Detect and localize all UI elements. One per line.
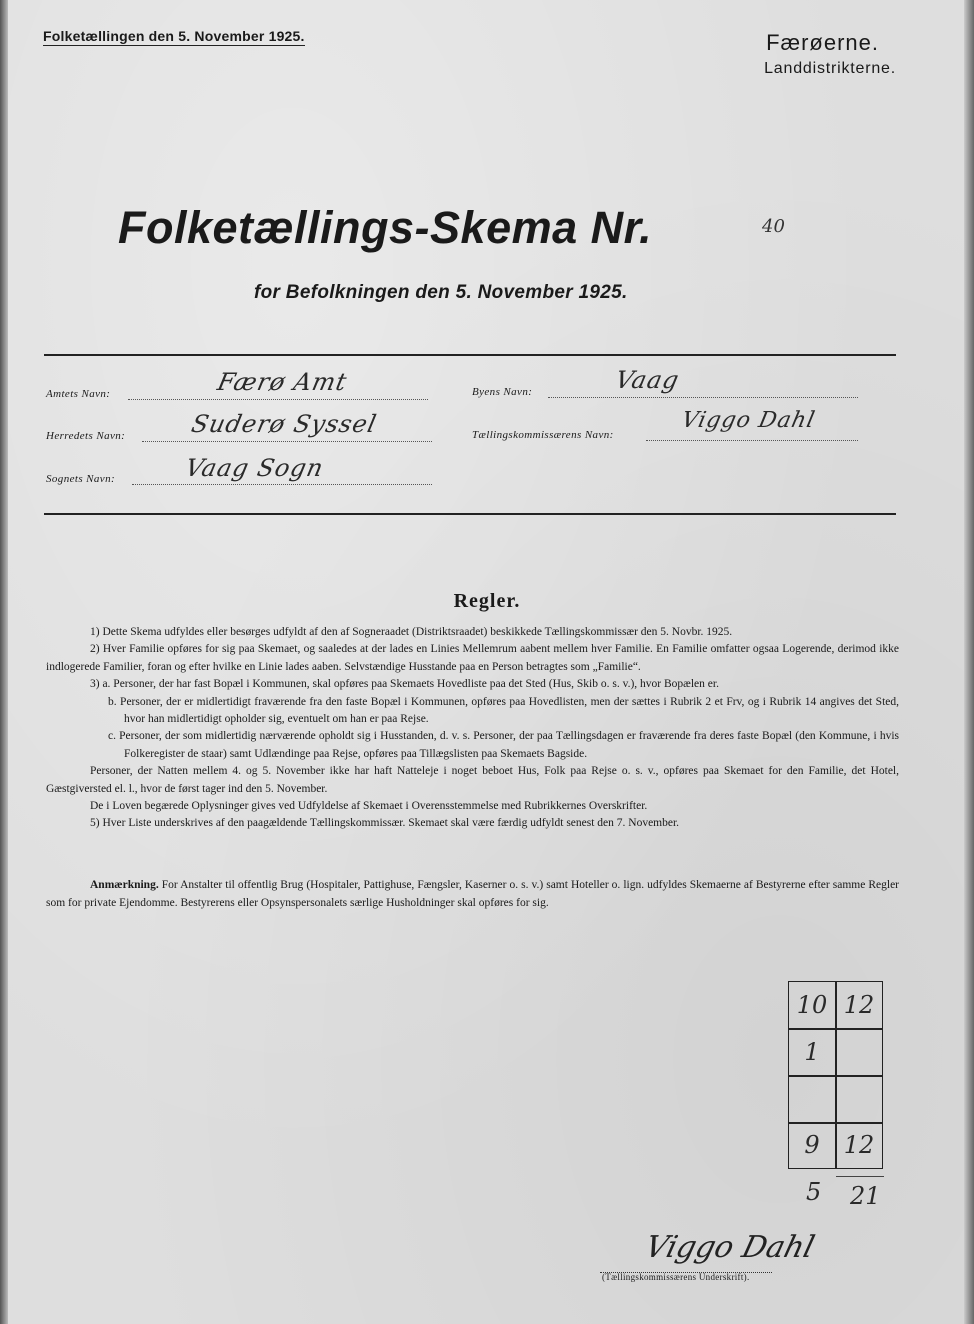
region-header: Færøerne. bbox=[766, 30, 879, 55]
form-title: Folketællings-Skema Nr. bbox=[118, 202, 653, 253]
rules-heading: Regler. bbox=[453, 590, 521, 612]
tally-cell bbox=[836, 1076, 882, 1122]
sogn-line bbox=[132, 484, 432, 485]
rules-text bbox=[46, 624, 899, 833]
kommissaer-value: Viggo Dahl bbox=[679, 408, 818, 433]
rule-3b: b. Personer, der er midlertidigt fraværende fra den faste Bopæl i Kommunen, opføres paa Hovedlisten, men der sættes i Rubrik 2 et Frv, og i Rubrik 14 angives det Sted, hvor han midlertidigt opholder sig, eventuelt om han er paa Rejse. bbox=[108, 695, 899, 726]
district-header: Landdistrikterne. bbox=[764, 60, 896, 77]
herred-label: Herredets Navn: bbox=[46, 430, 126, 442]
tally-cell: 12 bbox=[843, 1131, 875, 1159]
remark-label: Anmærkning. bbox=[90, 879, 159, 891]
tally-cell bbox=[836, 1029, 882, 1075]
sogn-label: Sognets Navn: bbox=[46, 473, 116, 485]
rule-1: 1) Dette Skema udfyldes eller besørges udfyldt af den af Sogneraadet (Distriktsraadet) beskikkede Tællingskommissær den 5. Novbr. 1925. bbox=[90, 626, 733, 638]
tally-cell bbox=[789, 1076, 835, 1122]
page-edge-left bbox=[0, 0, 8, 1324]
rule-3d: Personer, der Natten mellem 4. og 5. November ikke har haft Natteleje i noget beboet Hus, Folk paa Rejse o. s. v., opføres paa Skemaet for den Familie, det Hotel, Gæstgiversted el. l., hvor de først tager ind den 5. November. bbox=[46, 765, 899, 795]
form-subtitle: for Befolkningen den 5. November 1925. bbox=[254, 282, 628, 303]
commissioner-signature: Viggo Dahl bbox=[641, 1230, 818, 1265]
by-line bbox=[548, 397, 858, 398]
tally-cell: 12 bbox=[843, 991, 875, 1019]
rule-4: De i Loven begærede Oplysninger gives ved Udfyldelse af Skemaet i Overensstemmelse med Rubrikkernes Overskrifter. bbox=[90, 800, 648, 813]
rule-5: 5) Hver Liste underskrives af den paagældende Tællingskommissær. Skemaet skal være færdig udfyldt senest den 7. November. bbox=[90, 817, 680, 830]
amt-value: Færø Amt bbox=[215, 368, 350, 396]
tally-total-left: 5 bbox=[806, 1178, 822, 1206]
remark-text: For Anstalter til offentlig Brug (Hospitaler, Pattighuse, Fængsler, Kaserner o. s. v.) samt Hoteller o. lign. udfyldes Skemaerne af Bestyrerne efter samme Regler som for private Ejendomme. Bestyrerens eller Opsynspersonalets særlige Husholdninger skal opføres for sig. bbox=[46, 879, 899, 909]
remark-section bbox=[46, 876, 899, 912]
tally-cell: 9 bbox=[804, 1131, 820, 1159]
rule-3c: c. Personer, der som midlertidig nærværende opholdt sig i Husstanden, d. v. s. Personer, der paa Tællingsdagen er fraværende fra deres faste Bopæl (den Kommune, i hvis Folkeregister de staar) samt Udlændinge paa Rejse, opføres paa Tillægslisten paa Skemaets Bagside. bbox=[108, 730, 899, 760]
rule-2: 2) Hver Familie opføres for sig paa Skemaet, og saaledes at der lades en Linies Mellemrum aabent mellem hver Familie. En Familie omfatter ogsaa Logerende, derimod ikke indlogerede Familier, foran og efter hvilke en Linie lades aaben. Selvstændige Husstande paa en Person betragtes som „Familie“. bbox=[46, 643, 899, 673]
signature-label: (Tællingskommissærens Underskrift). bbox=[602, 1272, 750, 1282]
divider-top bbox=[44, 354, 896, 356]
amt-label: Amtets Navn: bbox=[46, 388, 111, 400]
census-date-header: Folketællingen den 5. November 1925. bbox=[43, 28, 305, 44]
rule-3a: 3) a. Personer, der har fast Bopæl i Kommunen, skal opføres paa Skemaets Hovedliste paa det Sted (Hus, Skib o. s. v.), hvor Bopælen er. bbox=[90, 678, 719, 691]
tally-grid bbox=[788, 981, 883, 1169]
herred-value: Suderø Syssel bbox=[189, 410, 380, 438]
herred-line bbox=[142, 441, 432, 442]
form-number-handwritten: 40 bbox=[762, 216, 785, 237]
tally-cell: 10 bbox=[796, 991, 828, 1019]
kommissaer-line bbox=[646, 440, 858, 441]
sogn-value: Vaag Sogn bbox=[183, 454, 327, 482]
tally-cell: 1 bbox=[804, 1038, 820, 1066]
divider-bottom bbox=[44, 513, 896, 515]
tally-total-right: 21 bbox=[850, 1182, 881, 1210]
by-value: Vaag bbox=[613, 366, 683, 394]
page-edge-right bbox=[964, 0, 974, 1324]
amt-line bbox=[128, 399, 428, 400]
kommissaer-label: Tællingskommissærens Navn: bbox=[472, 429, 614, 441]
by-label: Byens Navn: bbox=[472, 386, 533, 398]
tally-total-underline bbox=[836, 1176, 884, 1177]
